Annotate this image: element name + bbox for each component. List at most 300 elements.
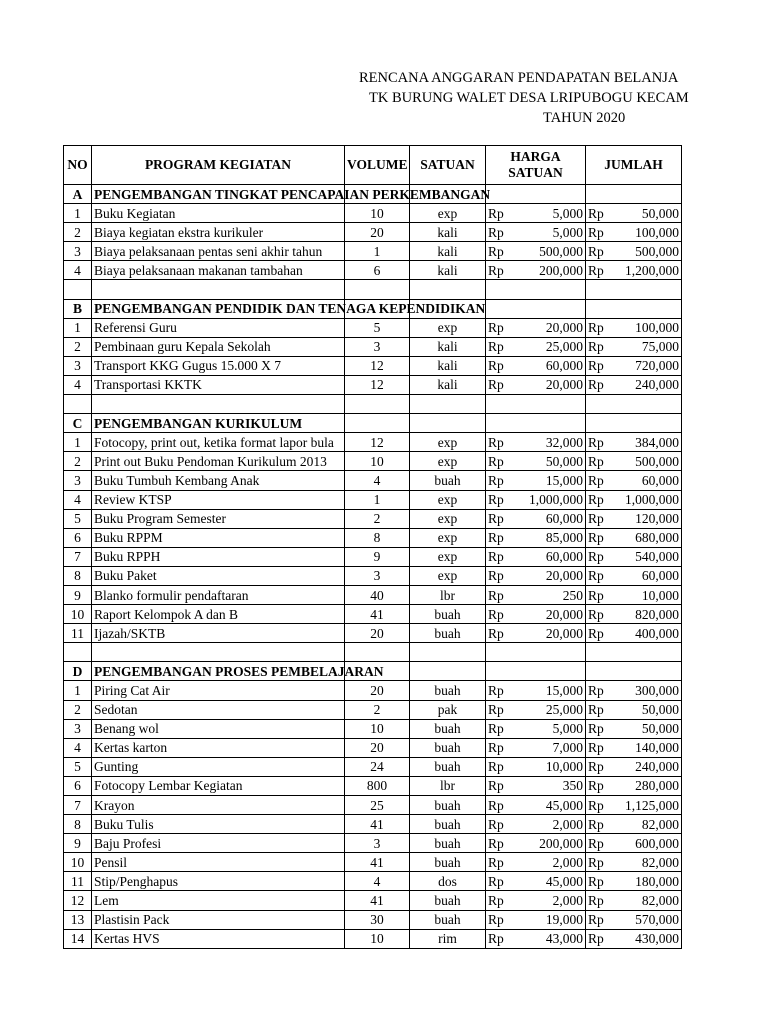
spacer-cell — [410, 280, 486, 299]
item-volume: 25 — [345, 796, 410, 815]
item-program: Biaya pelaksanaan makanan tambahan — [92, 261, 345, 280]
section-title-cell — [92, 414, 345, 433]
item-no: 6 — [64, 528, 92, 547]
item-no: 1 — [64, 204, 92, 223]
currency-label: Rp — [588, 740, 604, 756]
item-volume: 4 — [345, 872, 410, 891]
item-jumlah-cell — [586, 375, 682, 394]
item-program: Raport Kelompok A dan B — [92, 605, 345, 624]
item-jumlah: 100,000 — [635, 320, 679, 336]
table-row — [64, 490, 682, 509]
item-jumlah: 1,200,000 — [625, 262, 679, 278]
item-volume: 10 — [345, 204, 410, 223]
currency-label: Rp — [488, 530, 504, 546]
item-harga-cell — [486, 490, 586, 509]
item-harga: 10,000 — [545, 759, 583, 775]
item-no: 2 — [64, 452, 92, 471]
item-harga: 60,000 — [545, 511, 583, 527]
item-harga-cell — [486, 471, 586, 490]
item-jumlah-cell — [586, 490, 682, 509]
header-harga-line2: SATUAN — [508, 165, 563, 180]
item-jumlah: 300,000 — [635, 682, 679, 698]
item-harga-cell — [486, 910, 586, 929]
section-row — [64, 662, 682, 681]
item-harga: 1,000,000 — [529, 492, 583, 508]
item-no: 1 — [64, 681, 92, 700]
currency-label: Rp — [588, 835, 604, 851]
item-no: 5 — [64, 509, 92, 528]
item-no: 6 — [64, 776, 92, 795]
item-jumlah: 384,000 — [635, 434, 679, 450]
currency-label: Rp — [488, 854, 504, 870]
item-harga-cell — [486, 318, 586, 337]
item-harga-cell — [486, 815, 586, 834]
currency-label: Rp — [588, 549, 604, 565]
spacer-cell — [64, 395, 92, 414]
item-jumlah-cell — [586, 204, 682, 223]
item-harga-cell — [486, 585, 586, 604]
item-harga-cell — [486, 796, 586, 815]
item-jumlah-cell — [586, 776, 682, 795]
item-volume: 20 — [345, 681, 410, 700]
item-no: 1 — [64, 318, 92, 337]
item-harga: 25,000 — [545, 339, 583, 355]
item-jumlah-cell — [586, 624, 682, 643]
item-harga-cell — [486, 433, 586, 452]
table-row — [64, 337, 682, 356]
spacer-row — [64, 395, 682, 414]
item-volume: 41 — [345, 891, 410, 910]
spacer-cell — [92, 395, 345, 414]
currency-label: Rp — [488, 492, 504, 508]
item-satuan: rim — [410, 929, 486, 948]
item-satuan: kali — [410, 375, 486, 394]
item-program: Baju Profesi — [92, 834, 345, 853]
item-harga-cell — [486, 681, 586, 700]
section-cell — [586, 185, 682, 204]
item-program: Referensi Guru — [92, 318, 345, 337]
table-row — [64, 261, 682, 280]
section-row — [64, 414, 682, 433]
item-jumlah-cell — [586, 585, 682, 604]
item-harga-cell — [486, 204, 586, 223]
section-cell — [486, 662, 586, 681]
item-volume: 800 — [345, 776, 410, 795]
item-volume: 1 — [345, 490, 410, 509]
currency-label: Rp — [488, 205, 504, 221]
item-jumlah-cell — [586, 757, 682, 776]
section-cell — [410, 414, 486, 433]
item-volume: 10 — [345, 719, 410, 738]
currency-label: Rp — [588, 492, 604, 508]
currency-label: Rp — [488, 511, 504, 527]
currency-label: Rp — [588, 931, 604, 947]
item-jumlah: 680,000 — [635, 530, 679, 546]
item-satuan: buah — [410, 681, 486, 700]
header-row — [64, 146, 682, 185]
item-jumlah-cell — [586, 891, 682, 910]
section-code: B — [64, 299, 92, 318]
item-satuan: buah — [410, 605, 486, 624]
item-no: 1 — [64, 433, 92, 452]
item-volume: 20 — [345, 738, 410, 757]
item-jumlah: 60,000 — [641, 472, 679, 488]
table-row — [64, 356, 682, 375]
item-no: 2 — [64, 223, 92, 242]
document-title — [0, 0, 768, 140]
item-jumlah-cell — [586, 318, 682, 337]
item-harga: 250 — [562, 587, 583, 603]
table-row — [64, 471, 682, 490]
item-program: Benang wol — [92, 719, 345, 738]
item-program: Ijazah/SKTB — [92, 624, 345, 643]
table-row — [64, 204, 682, 223]
header-no: NO — [64, 146, 92, 185]
item-no: 10 — [64, 605, 92, 624]
item-jumlah: 75,000 — [641, 339, 679, 355]
header-program: PROGRAM KEGIATAN — [92, 146, 345, 185]
currency-label: Rp — [488, 587, 504, 603]
item-program: Pembinaan guru Kepala Sekolah — [92, 337, 345, 356]
currency-label: Rp — [588, 912, 604, 928]
item-no: 13 — [64, 910, 92, 929]
item-no: 10 — [64, 853, 92, 872]
item-no: 4 — [64, 375, 92, 394]
item-jumlah: 720,000 — [635, 358, 679, 374]
item-harga-cell — [486, 834, 586, 853]
item-harga: 20,000 — [545, 568, 583, 584]
section-title-cell — [92, 662, 384, 681]
item-volume: 20 — [345, 624, 410, 643]
section-code: D — [64, 662, 92, 681]
item-harga: 45,000 — [545, 797, 583, 813]
item-harga-cell — [486, 719, 586, 738]
item-jumlah: 820,000 — [635, 606, 679, 622]
item-jumlah: 400,000 — [635, 625, 679, 641]
item-harga-cell — [486, 776, 586, 795]
currency-label: Rp — [588, 606, 604, 622]
currency-label: Rp — [488, 625, 504, 641]
currency-label: Rp — [488, 243, 504, 259]
item-harga: 60,000 — [545, 358, 583, 374]
item-jumlah-cell — [586, 547, 682, 566]
item-jumlah: 100,000 — [635, 224, 679, 240]
item-volume: 5 — [345, 318, 410, 337]
item-satuan: exp — [410, 566, 486, 585]
section-cell — [586, 662, 682, 681]
currency-label: Rp — [588, 568, 604, 584]
table-row — [64, 585, 682, 604]
currency-label: Rp — [588, 854, 604, 870]
table-row — [64, 757, 682, 776]
item-program: Buku RPPH — [92, 547, 345, 566]
item-satuan: exp — [410, 204, 486, 223]
section-title-cell — [92, 299, 486, 318]
item-satuan: kali — [410, 356, 486, 375]
currency-label: Rp — [488, 835, 504, 851]
item-harga-cell — [486, 375, 586, 394]
item-jumlah: 570,000 — [635, 912, 679, 928]
item-harga: 7,000 — [552, 740, 583, 756]
header-harga-line1: HARGA — [510, 149, 561, 164]
currency-label: Rp — [488, 816, 504, 832]
item-program: Buku Paket — [92, 566, 345, 585]
budget-table — [63, 145, 682, 949]
spacer-cell — [486, 643, 586, 662]
section-cell — [486, 414, 586, 433]
item-program: Gunting — [92, 757, 345, 776]
item-program: Buku RPPM — [92, 528, 345, 547]
item-jumlah-cell — [586, 261, 682, 280]
currency-label: Rp — [488, 434, 504, 450]
item-jumlah-cell — [586, 566, 682, 585]
spacer-cell — [410, 395, 486, 414]
item-jumlah: 82,000 — [641, 893, 679, 909]
item-satuan: lbr — [410, 585, 486, 604]
table-row — [64, 566, 682, 585]
item-harga: 25,000 — [545, 702, 583, 718]
item-program: Fotocopy Lembar Kegiatan — [92, 776, 345, 795]
item-jumlah-cell — [586, 242, 682, 261]
item-jumlah-cell — [586, 452, 682, 471]
item-satuan: buah — [410, 624, 486, 643]
item-jumlah: 430,000 — [635, 931, 679, 947]
item-volume: 41 — [345, 815, 410, 834]
item-no: 11 — [64, 624, 92, 643]
item-program: Buku Kegiatan — [92, 204, 345, 223]
item-harga-cell — [486, 757, 586, 776]
item-satuan: exp — [410, 547, 486, 566]
currency-label: Rp — [588, 625, 604, 641]
item-harga: 85,000 — [545, 530, 583, 546]
header-volume: VOLUME — [345, 146, 410, 185]
item-jumlah: 1,125,000 — [625, 797, 679, 813]
item-jumlah-cell — [586, 929, 682, 948]
item-jumlah-cell — [586, 834, 682, 853]
table-row — [64, 509, 682, 528]
item-no: 8 — [64, 566, 92, 585]
item-program: Kertas HVS — [92, 929, 345, 948]
item-volume: 3 — [345, 566, 410, 585]
item-no: 12 — [64, 891, 92, 910]
item-program: Piring Cat Air — [92, 681, 345, 700]
item-jumlah: 50,000 — [641, 721, 679, 737]
table-row — [64, 242, 682, 261]
item-jumlah-cell — [586, 796, 682, 815]
currency-label: Rp — [488, 912, 504, 928]
table-row — [64, 605, 682, 624]
item-satuan: exp — [410, 490, 486, 509]
item-no: 14 — [64, 929, 92, 948]
item-program: Review KTSP — [92, 490, 345, 509]
item-satuan: kali — [410, 337, 486, 356]
item-harga-cell — [486, 566, 586, 585]
item-satuan: exp — [410, 509, 486, 528]
table-row — [64, 318, 682, 337]
item-jumlah-cell — [586, 872, 682, 891]
currency-label: Rp — [588, 320, 604, 336]
item-volume: 40 — [345, 585, 410, 604]
item-harga: 19,000 — [545, 912, 583, 928]
spacer-cell — [92, 643, 345, 662]
item-satuan: buah — [410, 738, 486, 757]
section-cell — [345, 414, 410, 433]
item-harga: 2,000 — [552, 816, 583, 832]
spacer-cell — [345, 280, 410, 299]
item-harga: 500,000 — [539, 243, 583, 259]
currency-label: Rp — [588, 759, 604, 775]
currency-label: Rp — [588, 797, 604, 813]
item-program: Krayon — [92, 796, 345, 815]
currency-label: Rp — [588, 224, 604, 240]
item-satuan: buah — [410, 757, 486, 776]
currency-label: Rp — [588, 511, 604, 527]
item-satuan: buah — [410, 891, 486, 910]
item-volume: 4 — [345, 471, 410, 490]
item-harga-cell — [486, 528, 586, 547]
section-cell — [486, 299, 586, 318]
section-title: PENGEMBANGAN TINGKAT PENCAPAIAN PERKEMBANGAN — [94, 186, 491, 202]
section-title: PENGEMBANGAN KURIKULUM — [94, 415, 303, 431]
item-volume: 41 — [345, 605, 410, 624]
item-jumlah-cell — [586, 337, 682, 356]
currency-label: Rp — [588, 434, 604, 450]
item-harga-cell — [486, 242, 586, 261]
item-satuan: buah — [410, 719, 486, 738]
section-cell — [486, 185, 586, 204]
currency-label: Rp — [488, 358, 504, 374]
item-program: Blanko formulir pendaftaran — [92, 585, 345, 604]
item-satuan: dos — [410, 872, 486, 891]
item-volume: 10 — [345, 452, 410, 471]
item-harga: 20,000 — [545, 320, 583, 336]
item-jumlah-cell — [586, 853, 682, 872]
item-jumlah-cell — [586, 681, 682, 700]
item-program: Buku Tulis — [92, 815, 345, 834]
item-harga-cell — [486, 624, 586, 643]
item-jumlah-cell — [586, 471, 682, 490]
item-program: Biaya kegiatan ekstra kurikuler — [92, 223, 345, 242]
table-row — [64, 891, 682, 910]
item-volume: 20 — [345, 223, 410, 242]
table-row — [64, 433, 682, 452]
item-volume: 1 — [345, 242, 410, 261]
table-row — [64, 910, 682, 929]
currency-label: Rp — [488, 778, 504, 794]
item-no: 3 — [64, 356, 92, 375]
item-jumlah: 120,000 — [635, 511, 679, 527]
item-volume: 2 — [345, 700, 410, 719]
item-no: 2 — [64, 337, 92, 356]
item-jumlah: 50,000 — [641, 205, 679, 221]
item-jumlah: 60,000 — [641, 568, 679, 584]
currency-label: Rp — [588, 377, 604, 393]
table-row — [64, 872, 682, 891]
item-harga-cell — [486, 872, 586, 891]
table-row — [64, 547, 682, 566]
item-jumlah: 500,000 — [635, 453, 679, 469]
currency-label: Rp — [488, 472, 504, 488]
item-no: 4 — [64, 490, 92, 509]
currency-label: Rp — [488, 568, 504, 584]
item-satuan: buah — [410, 815, 486, 834]
title-line-3: TAHUN 2020 — [543, 110, 626, 126]
item-program: Print out Buku Pendoman Kurikulum 2013 — [92, 452, 345, 471]
section-code: A — [64, 185, 92, 204]
currency-label: Rp — [488, 893, 504, 909]
item-no: 7 — [64, 796, 92, 815]
item-volume: 9 — [345, 547, 410, 566]
item-jumlah-cell — [586, 433, 682, 452]
section-title: PENGEMBANGAN PROSES PEMBELAJARAN — [94, 663, 384, 679]
item-program: Fotocopy, print out, ketika format lapor bula — [92, 433, 345, 452]
item-no: 3 — [64, 719, 92, 738]
item-satuan: pak — [410, 700, 486, 719]
currency-label: Rp — [488, 224, 504, 240]
currency-label: Rp — [588, 243, 604, 259]
table-row — [64, 929, 682, 948]
item-jumlah-cell — [586, 738, 682, 757]
item-volume: 2 — [345, 509, 410, 528]
item-harga: 350 — [562, 778, 583, 794]
item-harga-cell — [486, 261, 586, 280]
item-harga: 45,000 — [545, 873, 583, 889]
item-no: 9 — [64, 585, 92, 604]
spacer-cell — [64, 280, 92, 299]
table-row — [64, 738, 682, 757]
item-jumlah: 10,000 — [641, 587, 679, 603]
item-jumlah-cell — [586, 356, 682, 375]
item-jumlah: 1,000,000 — [625, 492, 679, 508]
table-row — [64, 834, 682, 853]
section-title-cell — [92, 185, 491, 204]
item-harga-cell — [486, 356, 586, 375]
item-program: Sedotan — [92, 700, 345, 719]
table-row — [64, 528, 682, 547]
table-row — [64, 452, 682, 471]
item-satuan: exp — [410, 528, 486, 547]
header-satuan: SATUAN — [410, 146, 486, 185]
title-line-1: RENCANA ANGGARAN PENDAPATAN BELANJA — [359, 70, 679, 86]
item-jumlah: 140,000 — [635, 740, 679, 756]
table-row — [64, 853, 682, 872]
currency-label: Rp — [488, 873, 504, 889]
item-program: Buku Tumbuh Kembang Anak — [92, 471, 345, 490]
currency-label: Rp — [588, 339, 604, 355]
currency-label: Rp — [488, 320, 504, 336]
item-harga-cell — [486, 223, 586, 242]
item-volume: 24 — [345, 757, 410, 776]
spacer-cell — [345, 395, 410, 414]
item-harga: 2,000 — [552, 854, 583, 870]
currency-label: Rp — [588, 587, 604, 603]
item-jumlah-cell — [586, 509, 682, 528]
item-program: Transport KKG Gugus 15.000 X 7 — [92, 356, 345, 375]
item-program: Lem — [92, 891, 345, 910]
item-program: Pensil — [92, 853, 345, 872]
currency-label: Rp — [588, 205, 604, 221]
item-program: Biaya pelaksanaan pentas seni akhir tahun — [92, 242, 345, 261]
currency-label: Rp — [588, 702, 604, 718]
currency-label: Rp — [488, 262, 504, 278]
currency-label: Rp — [588, 682, 604, 698]
currency-label: Rp — [588, 530, 604, 546]
spacer-cell — [586, 395, 682, 414]
table-row — [64, 719, 682, 738]
item-harga: 43,000 — [545, 931, 583, 947]
currency-label: Rp — [588, 893, 604, 909]
spacer-cell — [92, 280, 345, 299]
